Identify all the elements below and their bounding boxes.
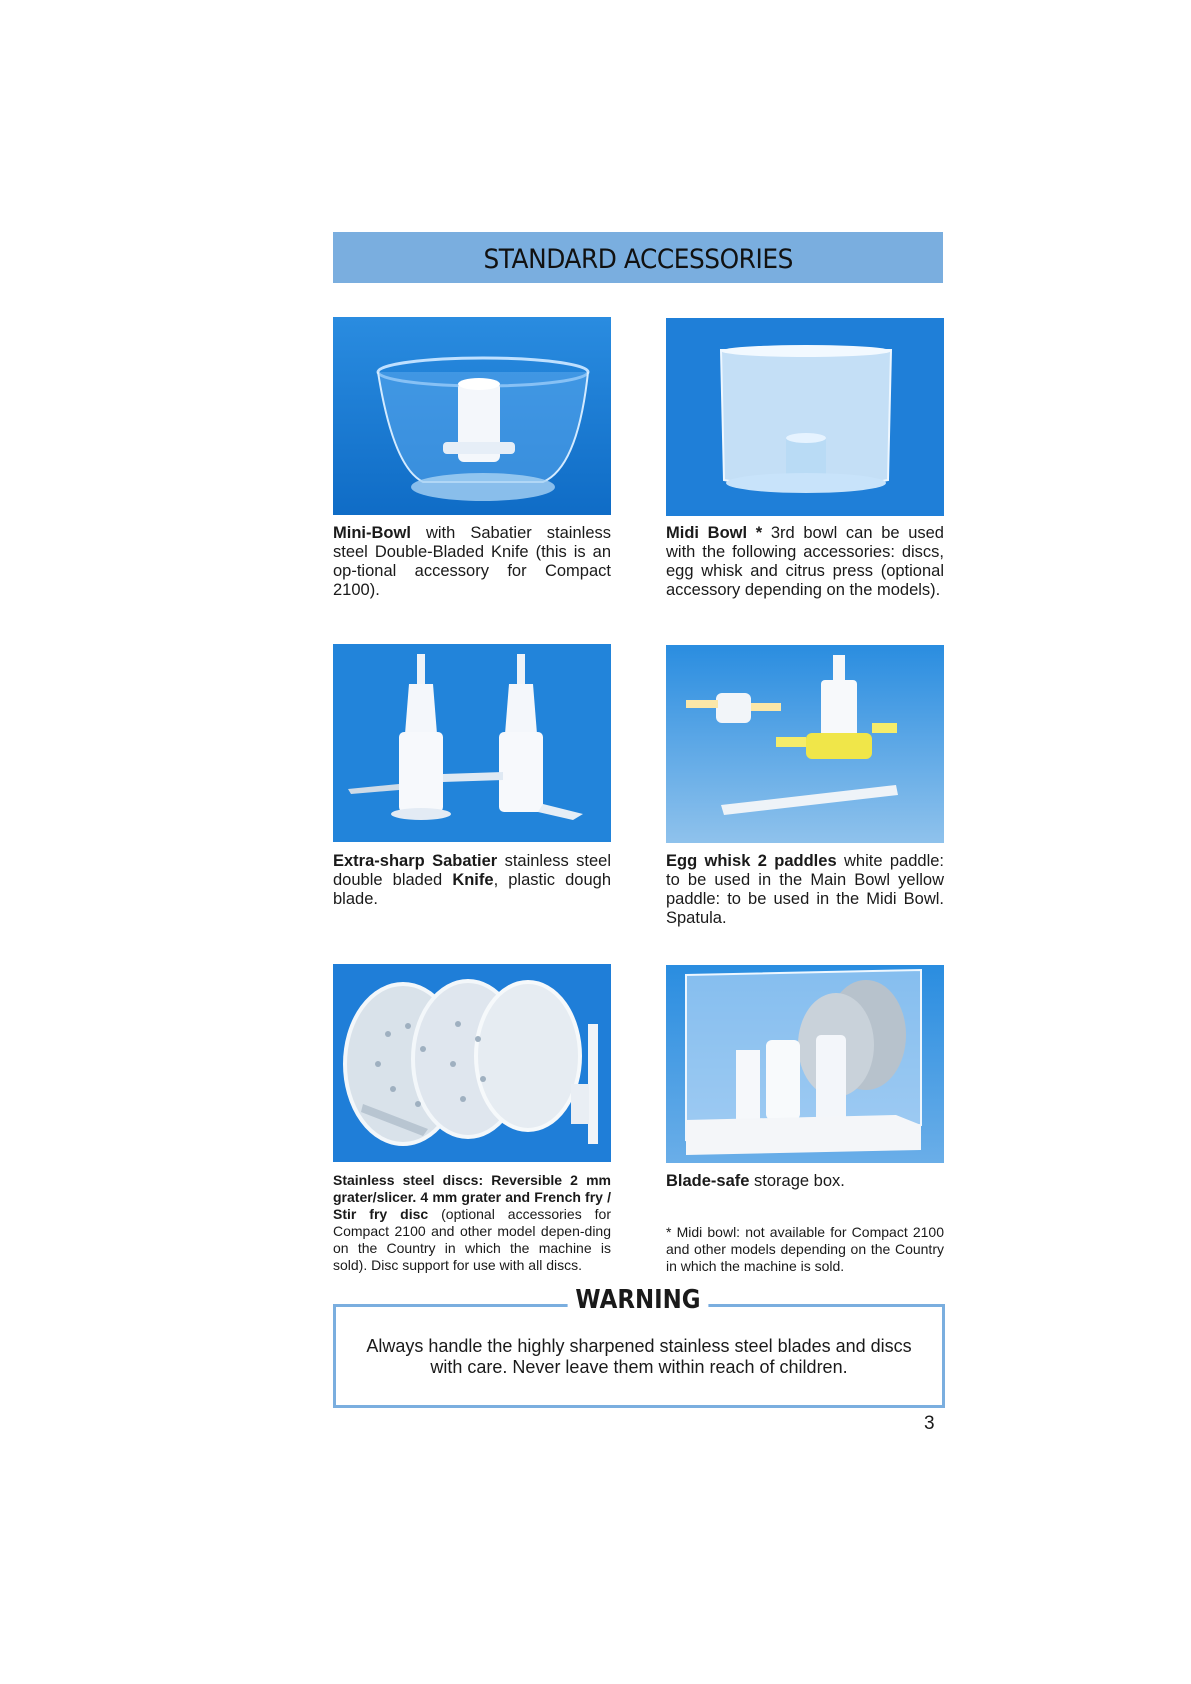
caption-knife: Extra-sharp Sabatier stainless steel double bladed Knife, plastic dough blade. — [333, 852, 612, 908]
knife-photo — [333, 644, 611, 842]
discs-photo — [333, 964, 611, 1162]
footnote: * Midi bowl: not available for Compact 2100 and other models depending on the Country in which the machine is sold. — [666, 1224, 944, 1274]
warning-line-2: with care. Never leave them within reach of children. — [430, 1357, 848, 1377]
mini-bowl-photo — [333, 317, 611, 515]
warning-text — [333, 1336, 945, 1378]
section-title: STANDARD ACCESSORIES — [483, 243, 793, 275]
section-header — [333, 232, 943, 283]
caption-midi-bowl: Midi Bowl * 3rd bowl can be used with the following accessories: discs, egg whisk and citrus press (optional accessory depending on the models). — [666, 524, 944, 599]
caption-egg-whisk: Egg whisk 2 paddles white paddle: to be used in the Main Bowl yellow paddle: to be used in the Midi Bowl. Spatula. — [666, 852, 944, 927]
warning-line-1: Always handle the highly sharpened stainless steel blades and discs — [366, 1336, 912, 1356]
page-number: 3 — [924, 1413, 935, 1434]
egg-whisk-photo — [666, 645, 944, 843]
caption-storage-box: Blade-safe storage box. — [666, 1172, 845, 1190]
warning-title: WARNING — [568, 1285, 709, 1315]
storage-box-photo — [666, 965, 944, 1163]
caption-discs: Stainless steel discs: Reversible 2 mm grater/slicer. 4 mm grater and French fry / Stir fry disc (optional accessories for Compact 2100 and other model depen-ding on the Country in which the machine is sold). Disc support for use with all discs. — [333, 1172, 611, 1273]
caption-mini-bowl: Mini-Bowl with Sabatier stainless steel Double-Bladed Knife (this is an op-tional accessory for Compact 2100). — [333, 524, 611, 599]
midi-bowl-photo — [666, 318, 944, 516]
